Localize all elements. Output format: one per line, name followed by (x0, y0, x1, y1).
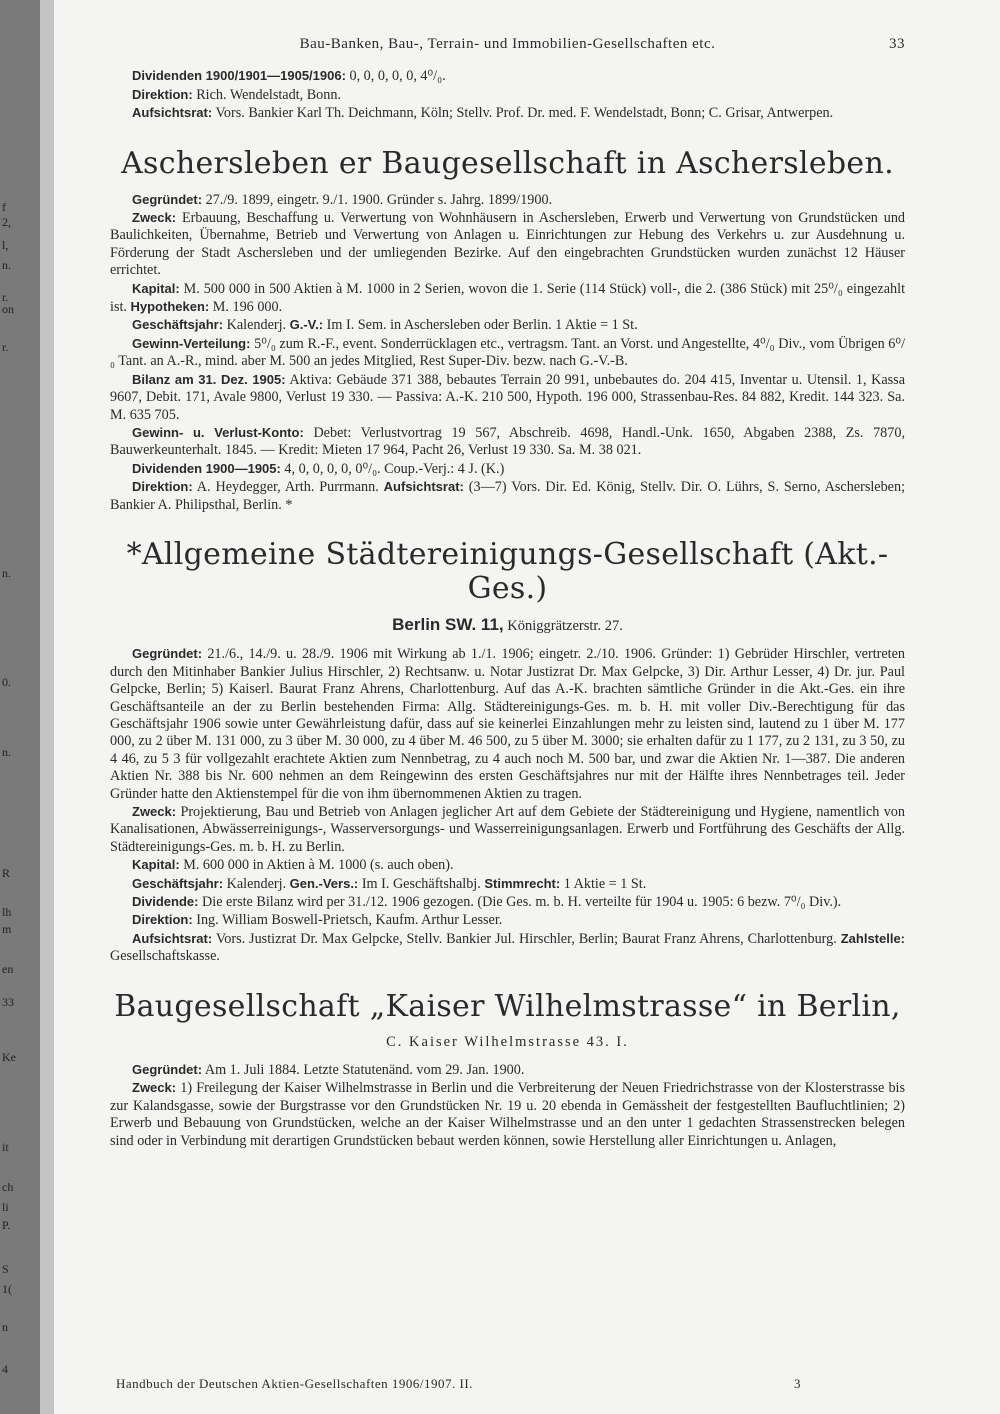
margin-char: m (2, 922, 12, 936)
intro-aufsichtsrat (110, 104, 905, 122)
margin-char: ch (2, 1180, 14, 1194)
dividende-label: Dividende: (132, 894, 199, 910)
section-kaiser-wilhelmstrasse (110, 990, 905, 1150)
margin-char: r. (2, 340, 9, 354)
zweck-text: Erbauung, Beschaffung u. Verwertung von Wohnhäusern in Aschersleben, Erwerb und Verwertung von Grundstücken und Baulichkeiten, Übernahme, Betrieb und Verwertung von Anlagen u. Einrichtungen zur Hebung des Verkehrs u. zur Ausdehnung u. Förderung der Stadt Aschersleben und der umliegenden Bezirke. Auf den eingebrachten Grundstücken wurden zunächst 12 Häuser errichtet. (110, 210, 906, 279)
section-address: C. Kaiser Wilhelmstrasse 43. I. (386, 1033, 629, 1050)
zweck-text: Projektierung, Bau und Betrieb von Anlagen jeglicher Art auf dem Gebiete der Städtereinigung und Hygiene, namentlich von Kanalisationen, Abwässerreinigungs-, Wasserversorgungs- und Wasserreinigungsanlagen. Erwerb und Fortführung des Geschäfts der Allg. Städtereinigungs-Ges. m. b. H. zu Berlin. (110, 804, 905, 855)
gegruendet-text: Am 1. Juli 1884. Letzte Statutenänd. vom 29. Jan. 1900. (204, 1062, 525, 1079)
zweck-label: Zweck: (132, 804, 177, 819)
bilanz-label: Bilanz am 31. Dez. 1905: (132, 371, 286, 387)
margin-char: 1( (2, 1282, 12, 1296)
intro-block (110, 67, 905, 122)
aufsichtsrat-label: Aufsichtsrat: (132, 930, 213, 946)
zweck-label: Zweck: (132, 210, 177, 226)
page-footer (116, 1376, 801, 1392)
gewinn-text: 5⁰/₀ zum R.-F., event. Sonderrücklagen etc., vertragsm. Tant. an Vorst. und Angestellte, 4⁰/₀ Div., vom Übrigen 6⁰/₀ Tant. an A.-R., mind. aber M. 500 an jedes Mitglied, Rest Super-Div. bezw. nach G.-V.-B. (110, 335, 906, 370)
dividenden-text: 4, 0, 0, 0, 0, 0⁰/₀. Coup.-Verj.: 4 J. (K.) (284, 460, 505, 477)
entry-bilanz (110, 371, 905, 424)
kapital-label: Kapital: (132, 280, 180, 296)
city: Berlin SW. 11, (392, 614, 504, 634)
margin-char: n. (2, 566, 11, 580)
running-head-title: Bau-Banken, Bau-, Terrain- und Immobilien-Gesellschaften etc. (299, 36, 716, 52)
aufsichtsrat-label: Aufsichtsrat: (383, 479, 464, 495)
signature-mark: 3 (794, 1376, 801, 1391)
entry-kapital (110, 280, 905, 317)
kapital-label: Kapital: (132, 857, 180, 873)
geschaeftsjahr-text: Kalenderj. (226, 317, 287, 334)
entry-zweck (110, 1079, 905, 1150)
entry-gewinn-verteilung (110, 335, 905, 371)
geschaeftsjahr-label: Geschäftsjahr: (132, 317, 224, 333)
gegruendet-label: Gegründet: (132, 1062, 203, 1078)
margin-char: 33 (2, 995, 14, 1009)
entry-zweck (110, 209, 905, 280)
margin-char: P. (2, 1218, 11, 1232)
page-number: 33 (889, 36, 905, 52)
margin-char: n (2, 1320, 8, 1334)
direktion-label: Direktion: (132, 86, 193, 102)
entry-gegruendet (110, 645, 905, 803)
margin-char: R (2, 866, 11, 880)
entry-aufsichtsrat (110, 930, 905, 966)
binding-edge (40, 0, 54, 1414)
aufsichtsrat-text: Vors. Bankier Karl Th. Deichmann, Köln; Stellv. Prof. Dr. med. F. Wendelstadt, Bonn; C. Grisar, Antwerpen. (215, 105, 834, 122)
kapital-text: M. 500 000 in 500 Aktien à M. 1000 in 2 Serien, wovon die 1. Serie (114 Stück) voll-, die 2. (386 Stück) mit 25⁰/₀ eingezahlt ist. (110, 280, 906, 316)
margin-char: en (2, 962, 14, 976)
aufsichtsrat-label: Aufsichtsrat: (132, 105, 213, 121)
intro-direktion (110, 86, 905, 104)
entry-direktion (110, 911, 905, 929)
dividenden-label: Dividenden 1900/1901—1905/1906: (132, 68, 346, 84)
entry-direktion (110, 478, 905, 514)
stimmrecht-label: Stimmrecht: (484, 875, 561, 891)
zweck-text: 1) Freilegung der Kaiser Wilhelmstrasse in Berlin und die Verbreiterung der Neuen Friedrichstrasse von der Klosterstrasse bis zur Kalandsgasse, sowie der Burgstrasse vor den Grundstücken Nr. 19 u. 20 ebenda in Gemässheit der festgestellten Baufluchtlinien; 2) Erwerb und Bebauung von Grundstücken, welche an der Kaiser Wilhelmstrasse und an den unter 1 gedachten Strassenstrecken belegen sind oder in Verbindung mit derartigen Grundstücken bebaut werden können, sowie Herstellung aller Einrichtungen u. Anlagen, (110, 1080, 906, 1149)
gewinn-label: Gewinn-Verteilung: (132, 335, 251, 351)
gv-text: Im I. Sem. in Aschersleben oder Berlin. 1 Aktie = 1 St. (326, 317, 638, 334)
margin-char: n. (2, 258, 11, 272)
running-head (110, 36, 905, 53)
margin-char: 4 (2, 1362, 8, 1376)
margin-char: 0. (2, 675, 11, 689)
gegruendet-text: 21./6., 14./9. u. 28./9. 1906 mit Wirkung ab 1./1. 1906; eingetr. 2./10. 1906. Gründer: 1) Gebrüder Hirschler, vertreten durch den Mitinhaber Bankier Julius Hirschler, 2) Rechtsanw. u. Notar Justizrat Dr. Max Gelpcke, 3) Dir. Arthur Lesser, 4) Dr. jur. Paul Gelpcke, Berlin; 5) Kaiserl. Baurat Franz Ahrens, Charlottenburg. Auf das A.-K. brachten sämtliche Gründer in die Akt.-Ges. ein ihre Geschäftsanteile an der zu Berlin bestehenden Firma: Allg. Städtereinigungs-Ges. m. b. H. mit voller Div.-Berechtigung für das Geschäftsjahr 1906 sowie unter Gewährleistung dafür, dass auf sie keinerlei Einzahlungen mehr zu leisten sind, lautend zu 1 über M. 177 000, zu 2 über M. 131 000, zu 3 über M. 30 000, zu 4 über M. 46 500, zu 5 über M. 3000; sie erhalten dafür zu 1 177, zu 2 131, zu 3 50, zu 4 46, zu 5 3 für vollgezahlt erachtete Aktien zum Nennbetrag, zu 4 auch noch M. 500 bar, und zwar die Aktien Nr. 1—387. Die anderen Aktien Nr. 388 bis Nr. 600 nehmen an dem Reingewinn des ersten Geschäftsjahres nur mit der Hälfte ihres Nennbetrages teil. Jeder Gründer hatte den Aktienstempel für die von ihm übernommenen Aktien zu tragen. (110, 646, 905, 802)
bilanz-text: Aktiva: Gebäude 371 388, bebautes Terrain 20 991, unbebautes do. 204 415, Inventar u. Utensil. 1, Kassa 9607, Debit. 171, Avale 9800, Verlust 19 330. — Passiva: A.-K. 210 500, Hypoth. 196 000, Strassenbau-Res. 84 882, Kredit. 144 323. Sa. M. 635 705. (110, 371, 906, 423)
dividende-text: Die erste Bilanz wird per 31./12. 1906 gezogen. (Die Ges. m. b. H. verteilte für 1904 u. 1905: 6 bezw. 7⁰/₀ Div.). (202, 894, 842, 911)
gv-konto-label: Gewinn- u. Verlust-Konto: (132, 424, 304, 440)
entry-dividende (110, 893, 905, 911)
margin-char: f (2, 200, 6, 214)
geschaeftsjahr-text: Kalenderj. (226, 875, 287, 892)
entry-gv-konto (110, 424, 905, 460)
kapital-text: M. 600 000 in Aktien à M. 1000 (s. auch oben). (183, 857, 454, 874)
genvers-text: Im I. Geschäftshalbj. (361, 875, 481, 892)
aufsichtsrat-text: Vors. Justizrat Dr. Max Gelpcke, Stellv. Bankier Jul. Hirschler, Berlin; Baurat Franz Ahrens, Charlottenburg. (215, 930, 837, 947)
entry-gegruendet (110, 1061, 905, 1079)
gegruendet-label: Gegründet: (132, 646, 203, 662)
section-aschersleben (110, 147, 905, 514)
entry-geschaeftsjahr (110, 875, 905, 893)
margin-char: S (2, 1262, 9, 1276)
section-staedtereinigung (110, 538, 905, 966)
direktion-label: Direktion: (132, 479, 193, 495)
intro-dividenden (110, 67, 905, 85)
entry-geschaeftsjahr (110, 316, 905, 334)
entry-dividenden (110, 460, 905, 478)
page-content (110, 30, 905, 1150)
direktion-text: Rich. Wendelstadt, Bonn. (196, 86, 342, 103)
zweck-label: Zweck: (132, 1080, 177, 1096)
gv-label: G.-V.: (289, 317, 324, 333)
gegruendet-text: 27./9. 1899, eingetr. 9./1. 1900. Gründer s. Jahrg. 1899/1900. (205, 191, 553, 208)
hypotheken-text: M. 196 000. (212, 299, 283, 316)
hypotheken-label: Hypotheken: (130, 299, 210, 315)
margin-char: li (2, 1200, 9, 1214)
margin-char: Ke (2, 1050, 16, 1064)
zahlstelle-label: Zahlstelle: (840, 930, 906, 946)
margin-char: it (2, 1140, 9, 1154)
aufsichtsrat-text: (3—7) Vors. Dir. Ed. König, Stellv. Dir. O. Lührs, S. Serno, Aschersleben; Bankier A. Philipsthal, Berlin. * (110, 479, 906, 513)
entry-gegruendet (110, 191, 905, 209)
dividenden-label: Dividenden 1900—1905: (132, 460, 281, 476)
section-title: Aschersleben er Baugesellschaft in Aschersleben. (121, 145, 894, 181)
margin-char: l, (2, 238, 9, 252)
direktion-text: A. Heydegger, Arth. Purrmann. (196, 479, 379, 496)
dividenden-text: 0, 0, 0, 0, 0, 4⁰/₀. (349, 68, 446, 85)
stimmrecht-text: 1 Aktie = 1 St. (563, 875, 647, 892)
genvers-label: Gen.-Vers.: (289, 875, 359, 891)
section-address (110, 616, 905, 635)
margin-char: 2, (2, 215, 11, 229)
gegruendet-label: Gegründet: (132, 191, 203, 207)
zahlstelle-text: Gesellschaftskasse. (110, 948, 220, 965)
entry-kapital (110, 856, 905, 874)
direktion-label: Direktion: (132, 912, 193, 928)
section-title: *Allgemeine Städtereinigungs-Gesellschaft (Akt.-Ges.) (126, 536, 889, 606)
geschaeftsjahr-label: Geschäftsjahr: (132, 875, 224, 891)
section-title: Baugesellschaft „Kaiser Wilhelmstrasse“ in Berlin, (114, 988, 901, 1024)
margin-char: r. (2, 290, 9, 304)
gv-konto-text: Debet: Verlustvortrag 19 567, Abschreib. 4698, Handl.-Unk. 1650, Abgaben 2388, Zs. 7870, Bauwerkeunterhalt. 1845. — Kredit: Mieten 17 964, Pacht 26, Verlust 19 330. Sa. M. 38 021. (110, 424, 906, 459)
footer-text: Handbuch der Deutschen Aktien-Gesellschaften 1906/1907. II. (116, 1376, 473, 1391)
address: Königgrätzerstr. 27. (507, 617, 623, 634)
entry-zweck (110, 803, 905, 856)
margin-char: on (2, 302, 14, 316)
margin-char: n. (2, 745, 11, 759)
margin-char: lh (2, 905, 12, 919)
direktion-text: Ing. William Boswell-Prietsch, Kaufm. Arthur Lesser. (196, 912, 503, 929)
